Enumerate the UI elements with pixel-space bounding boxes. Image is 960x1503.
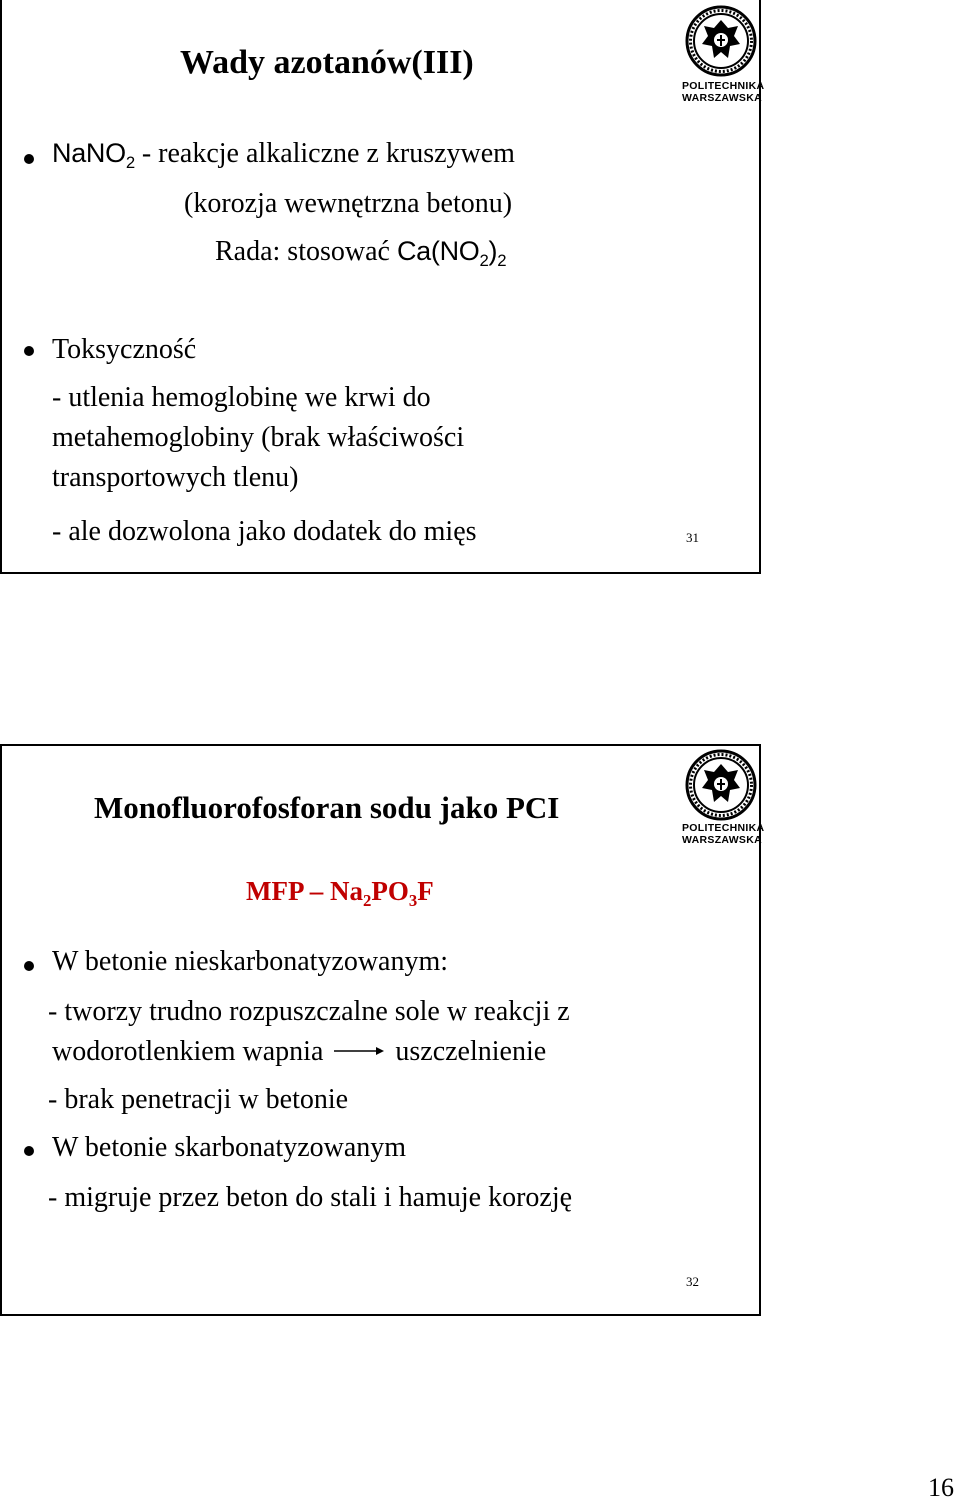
arrow-right-icon xyxy=(332,1042,386,1056)
bullet-icon xyxy=(24,154,34,164)
formula-cano2-2: $Ca(NO_2)_2$ xyxy=(396,236,507,270)
bullet1-line2: wodorotlenkiem wapnia uszczelnienie xyxy=(52,1036,547,1067)
bullet2-head: Toksyczność xyxy=(52,334,197,365)
formula-nano2: NaNO$_2$ xyxy=(52,138,135,172)
slide-number: 31 xyxy=(686,530,699,545)
politechnika-logo xyxy=(682,4,765,104)
page-number: 16 xyxy=(928,1473,954,1502)
bullet2-head: W betonie skarbonatyzowanym xyxy=(52,1132,407,1163)
politechnika-logo xyxy=(682,748,765,848)
slide-31 xyxy=(0,0,765,574)
university-seal-icon xyxy=(682,4,760,78)
bullet1-line3: Rada: stosować $Ca(NO_2)_2$ xyxy=(215,236,507,270)
bullet1-head: W betonie nieskarbonatyzowanym: xyxy=(52,946,449,977)
bullet1-line2: (korozja wewnętrzna betonu) xyxy=(184,188,513,219)
bullet1-line3: - brak penetracji w betonie xyxy=(48,1084,349,1115)
bullet2-line1: - migruje przez beton do stali i hamuje korozję xyxy=(48,1182,573,1213)
logo-text-line1: POLITECHNIKA xyxy=(682,822,765,834)
university-seal-icon xyxy=(682,748,760,822)
logo-text-line2: WARSZAWSKA xyxy=(682,92,762,104)
bullet2-line3: transportowych tlenu) xyxy=(52,462,299,493)
logo-text-line2: WARSZAWSKA xyxy=(682,834,762,846)
slide-title: Wady azotanów(III) xyxy=(180,44,474,81)
slide-number: 32 xyxy=(686,1274,699,1289)
bullet-icon xyxy=(24,961,34,971)
bullet-icon xyxy=(24,346,34,356)
formula-mfp: MFP – $Na_2PO_3F$ xyxy=(246,876,434,910)
slide-32 xyxy=(0,744,765,1316)
logo-text-line1: POLITECHNIKA xyxy=(682,80,765,92)
bullet-icon xyxy=(24,1146,34,1156)
bullet2-line1: - utlenia hemoglobinę we krwi do xyxy=(52,382,431,413)
bullet2-line4: - ale dozwolona jako dodatek do mięs xyxy=(52,516,477,547)
slide-title: Monofluorofosforan sodu jako PCI xyxy=(94,790,560,825)
bullet1-line1: NaNO$_2$ - reakcje alkaliczne z kruszywem xyxy=(52,138,515,172)
bullet2-line2: metahemoglobiny (brak właściwości xyxy=(52,422,465,453)
bullet1-line1: - tworzy trudno rozpuszczalne sole w reakcji z xyxy=(48,996,570,1027)
